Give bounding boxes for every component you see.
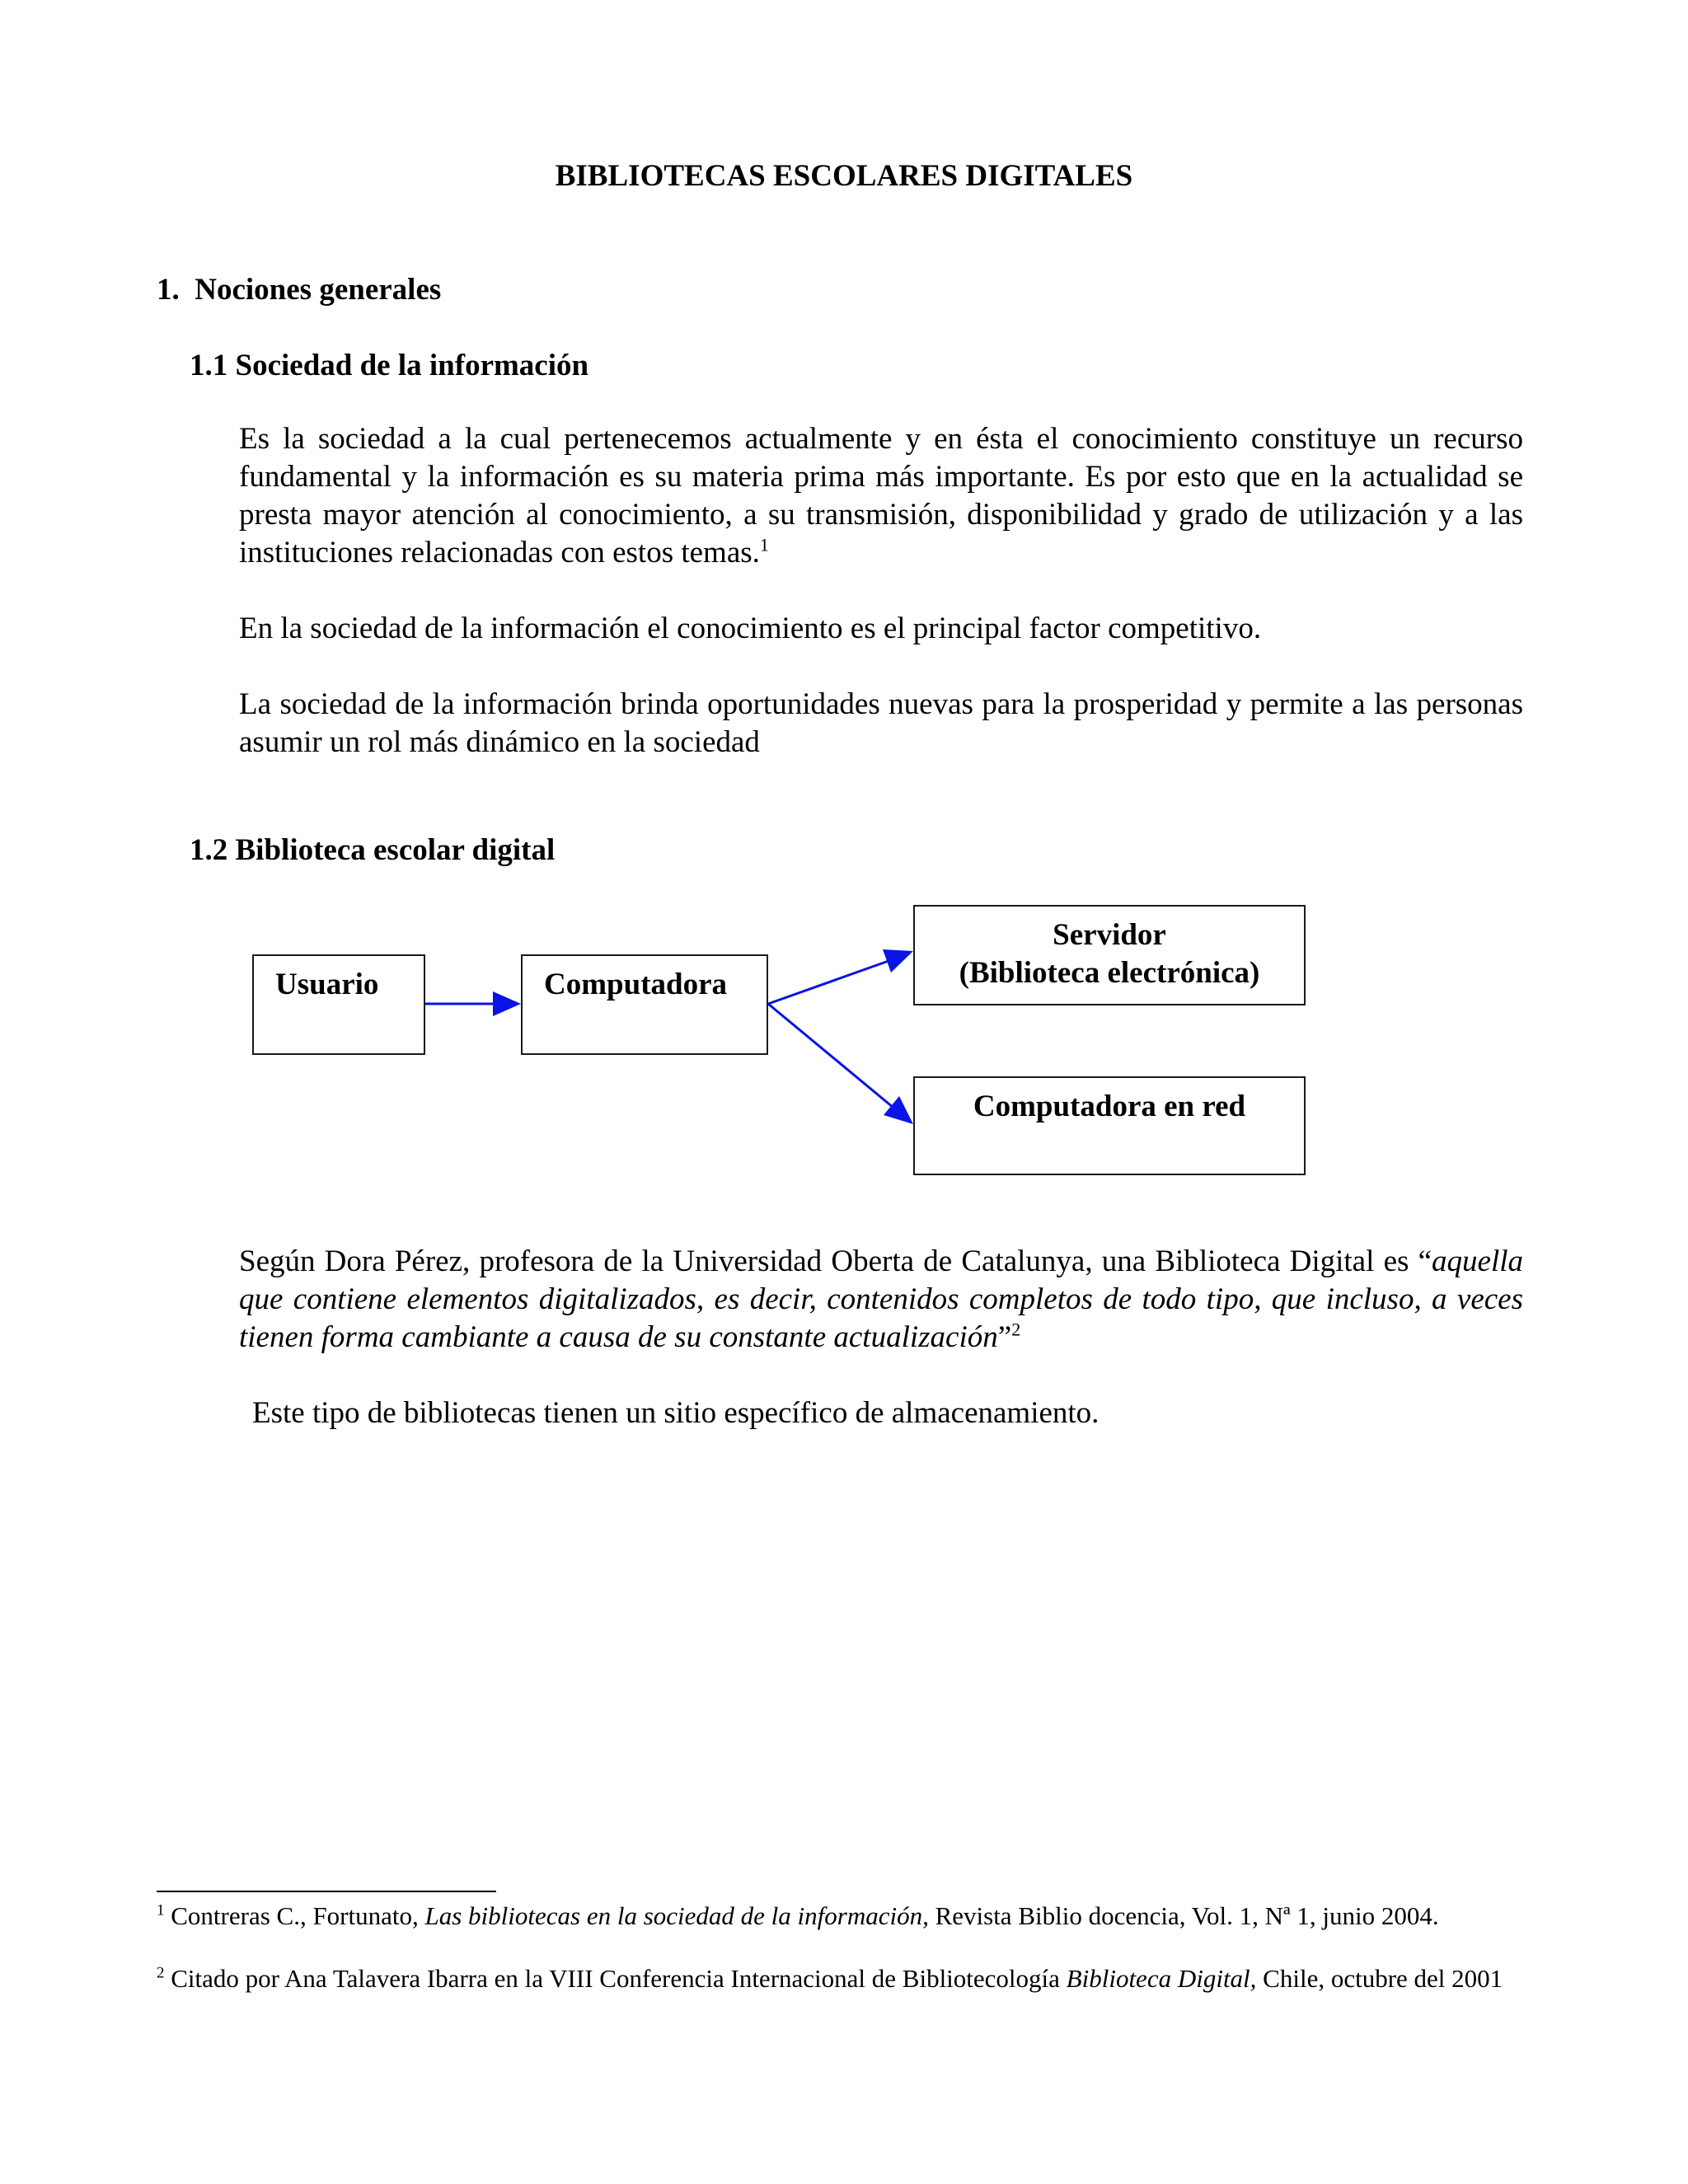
footnote-1 [157, 1900, 1517, 1932]
arrowhead-usuario-computadora [493, 991, 521, 1016]
footnote-2-before: Citado por Ana Talavera Ibarra en la VIII Conferencia Internacional de Bibliotecología [164, 1964, 1067, 1993]
arrowhead-computadora-servidor [883, 949, 913, 972]
node-servidor-label-2: (Biblioteca electrónica) [959, 956, 1260, 990]
footnote-separator [157, 1891, 496, 1892]
footnote-ref-2[interactable]: 2 [1011, 1319, 1021, 1340]
paragraph-3: La sociedad de la información brinda oportunidades nuevas para la prosperidad y permite a las personas asumir un rol más dinámico en la sociedad [239, 687, 1523, 759]
paragraph-2: En la sociedad de la información el conocimiento es el principal factor competitivo. [239, 612, 1262, 645]
closing-paragraph: Este tipo de bibliotecas tienen un sitio específico de almacenamiento. [252, 1396, 1100, 1430]
arrowhead-computadora-red [884, 1096, 913, 1124]
footnote-ref-1[interactable]: 1 [759, 534, 769, 555]
paragraph-1-text: Es la sociedad a la cual pertenecemos actualmente y en ésta el conocimiento constituye un recurso fundamental y la información es su materia prima más importante. Es por esto que en la actualidad se presta mayor atención al conocimiento, a su transmisión, disponibilidad y grado de utilización y a las instituciones relacionadas con estos temas. [239, 422, 1523, 569]
footnote-1-after: Revista Biblio docencia, Vol. 1, Nª 1, junio 2004. [928, 1901, 1439, 1930]
footnote-2-italic: Biblioteca Digital, [1066, 1964, 1257, 1993]
subsection-heading-1-2: 1.2 Biblioteca escolar digital [190, 833, 556, 867]
quote-close: ” [997, 1320, 1012, 1354]
node-usuario [252, 954, 425, 1055]
section-title: Nociones generales [195, 273, 442, 307]
quote-paragraph [239, 1243, 1523, 1357]
arrow-computadora-servidor [768, 961, 889, 1004]
footnote-2-after: Chile, octubre del 2001 [1256, 1964, 1503, 1993]
quote-intro: Según Dora Pérez, profesora de la Universidad Oberta de Catalunya, una Biblioteca Digital es “ [239, 1244, 1432, 1278]
document-title: BIBLIOTECAS ESCOLARES DIGITALES [555, 159, 1133, 193]
section-number: 1. [157, 273, 180, 307]
footnote-1-marker: 1 [157, 1901, 165, 1919]
node-servidor [913, 905, 1306, 1005]
quote-text: aquella que contiene elementos digitalizados, es decir, contenidos completos de todo tipo, que incluso, a veces tienen forma cambiante a causa de su constante actualización [239, 1244, 1523, 1354]
section-heading-1 [157, 272, 441, 308]
footnote-1-before: Contreras C., Fortunato, [164, 1901, 425, 1930]
footnote-2-marker: 2 [157, 1964, 165, 1982]
node-servidor-label-1: Servidor [1053, 918, 1166, 952]
subsection-heading-1-1: 1.1 Sociedad de la información [190, 349, 589, 382]
node-red-label: Computadora en red [973, 1090, 1246, 1123]
arrow-computadora-red [768, 1004, 893, 1108]
footnote-1-italic: Las bibliotecas en la sociedad de la información, [424, 1901, 929, 1930]
paragraph-1 [239, 420, 1523, 572]
footnote-2 [157, 1963, 1517, 1994]
node-computadora-en-red [913, 1076, 1306, 1175]
node-usuario-label: Usuario [275, 968, 379, 1001]
node-computadora [521, 954, 768, 1055]
node-computadora-label: Computadora [544, 968, 728, 1001]
